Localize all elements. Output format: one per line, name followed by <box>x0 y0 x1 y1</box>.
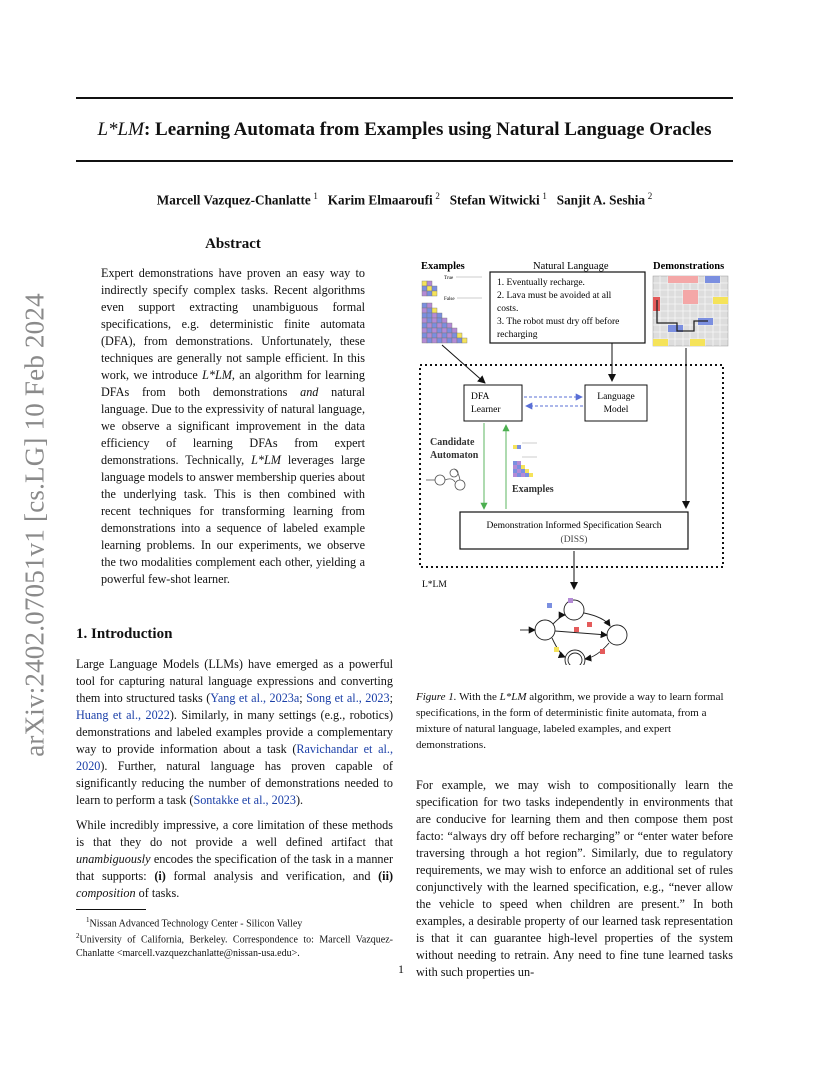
text: formal analysis and verification, and <box>165 869 379 883</box>
author-affiliation: 2 <box>435 191 440 201</box>
citation-link[interactable]: Sontakke et al., 2023 <box>193 793 296 807</box>
text: ; <box>299 691 307 705</box>
dfa-learner-box <box>464 385 522 421</box>
page-number: 1 <box>398 962 404 976</box>
text: ). Further, natural language has proven capable of significantly reducing the number of demonstrations needed to learn to perform a task ( <box>76 759 393 807</box>
candidate-automaton-label-2: Automaton <box>430 450 479 461</box>
figure-1-diagram <box>412 255 734 665</box>
language-model-label: Language <box>597 392 635 402</box>
footnote <box>76 914 393 960</box>
abstract-body <box>101 265 365 588</box>
label-natural-language: Natural Language <box>533 261 609 272</box>
nl-item-3-cont: recharging <box>497 330 538 340</box>
title-rule-bottom <box>76 160 733 162</box>
emphasis: composition <box>76 886 136 900</box>
bold-marker: (ii) <box>378 869 394 883</box>
language-model-label-2: Model <box>603 405 629 415</box>
learned-dfa <box>520 600 627 665</box>
language-model-box <box>585 385 647 421</box>
abstract-text: , an algorithm for learning DFAs from both demonstrations <box>101 368 365 399</box>
abstract-text: Expert demonstrations have proven an easy way to indirectly specify complex tasks. Recent algorithms even support extracting unambiguous formal specifications, e.g. deterministic finite automata (DFA), from demonstrations. Unfortunately, these techniques are generally not sample efficient. In this work, we introduce <box>101 266 365 382</box>
section-heading-introduction: 1. Introduction <box>76 626 173 642</box>
right-column-body <box>416 777 733 989</box>
label-demonstrations: Demonstrations <box>653 261 725 272</box>
abstract-math: L*LM <box>251 453 281 467</box>
abstract-math: L*LM <box>202 368 232 382</box>
author: Karim Elmaaroufi <box>327 192 433 208</box>
abstract-heading: Abstract <box>205 236 261 252</box>
author: Marcell Vazquez-Chanlatte <box>156 192 311 208</box>
inner-examples-label: Examples <box>512 484 554 495</box>
text: encodes the specification of the task in a manner that supports: <box>76 852 393 883</box>
citation-link[interactable]: Song et al., 2023 <box>306 691 390 705</box>
demonstrations-grid <box>653 276 728 346</box>
false-label: False <box>444 297 455 302</box>
diss-label-2: (DISS) <box>560 535 588 545</box>
figure-caption <box>416 689 733 753</box>
dfa-learner-label: DFA <box>471 392 490 402</box>
text: ). Similarly, in many settings (e.g., robotics) demonstrations and labeled examples provide a complementary way to provide information about a task ( <box>76 708 393 756</box>
label-examples: Examples <box>421 261 465 272</box>
title-text: : Learning Automata from Examples using Natural Language Oracles <box>143 119 712 140</box>
footnote-mark: 2 <box>76 932 80 941</box>
citation-link[interactable]: Ravichandar et al., 2020 <box>76 742 393 773</box>
llm-label: L*LM <box>422 580 447 590</box>
author: Stefan Witwicki <box>449 192 540 208</box>
footnote-mark: 1 <box>86 916 90 924</box>
author: Sanjit A. Seshia <box>556 192 646 208</box>
text: Large Language Models (LLMs) have emerged as a powerful tool for capturing natural language expressions and converting them into structured tasks ( <box>76 657 393 705</box>
author-affiliation: 1 <box>542 191 547 201</box>
caption-text: With the <box>456 691 500 703</box>
footnote-affiliation-1: Nissan Advanced Technology Center - Silicon Valley <box>89 918 303 930</box>
nl-item-1: 1. Eventually recharge. <box>497 278 585 288</box>
footnote-rule <box>76 909 146 910</box>
author-affiliation: 1 <box>313 191 318 201</box>
example-traces <box>422 276 482 343</box>
intro-paragraph-1 <box>76 656 393 809</box>
author-list <box>76 191 733 208</box>
title-rule-top <box>76 97 733 99</box>
diss-label: Demonstration Informed Specification Search <box>486 521 662 531</box>
dfa-learner-label-2: Learner <box>471 405 501 415</box>
citation-link[interactable]: Huang et al., 2022 <box>76 708 170 722</box>
paper-title <box>76 119 733 141</box>
caption-label: Figure 1. <box>416 691 457 703</box>
intro-paragraph-2 <box>76 817 393 902</box>
candidate-automaton-sketch <box>426 469 465 490</box>
bold-marker: (i) <box>154 869 166 883</box>
nl-item-2: 2. Lava must be avoided at all <box>497 291 612 301</box>
author-affiliation: 2 <box>647 191 653 201</box>
text: While incredibly impressive, a core limitation of these methods is that they do not provide a well defined artifact that <box>76 818 393 849</box>
emphasis: unambiguously <box>76 852 151 866</box>
caption-text: algorithm, we provide a way to learn formal specifications, in the form of deterministic finite automata, from a mixture of natural language, labeled examples, and expert demonstrations. <box>416 691 724 751</box>
title-math: L*LM <box>97 119 144 140</box>
true-label: True <box>444 276 454 281</box>
nl-item-3: 3. The robot must dry off before <box>497 317 620 327</box>
intro-body <box>76 656 393 910</box>
text: ; <box>389 691 393 705</box>
nl-item-2-cont: costs. <box>497 304 519 314</box>
arxiv-stamp: arXiv:2402.07051v1 [cs.LG] 10 Feb 2024 <box>19 293 50 757</box>
text: of tasks. <box>135 886 180 900</box>
abstract-text: natural language. Due to the expressivity of natural language, we observe a significant improvement in the data efficiency of learning DFAs from expert demonstrations. Technically, <box>101 385 365 467</box>
inner-example-traces <box>513 443 537 477</box>
abstract-text: leverages large language models to answer membership queries about the underlying task. This is then combined with recent techniques for transforming learning from demonstrations into a sequence of labeled example learning problems. In our experiments, we observe the two modalities complement each other, yielding a powerful few-shot learner. <box>101 453 365 586</box>
citation-link[interactable]: Yang et al., 2023a <box>210 691 300 705</box>
candidate-automaton-label: Candidate <box>430 437 475 448</box>
caption-math: L*LM <box>499 691 527 703</box>
abstract-emphasis: and <box>300 385 319 399</box>
footnote-affiliation-2: University of California, Berkeley. Correspondence to: Marcell Vazquez-Chanlatte <marcell.vazquezchanlatte@nissan-usa.edu>. <box>76 934 393 959</box>
right-paragraph: For example, we may wish to compositionally learn the specification for two tasks independently in environments that are conducive for learning them and then compose them post facto: “always dry off before recharging” or “enter water before traversing through a hot region”. Similarly, due to regulatory requirements, we may wish to enforce an additional set of rules conjunctively with the learned specification, e.g., “never allow the vehicle to speed when children are present.” In both examples, a desirable property of our learned task representation is that it can guarantee high-level properties of the system without needing to retrain. Any need to fine tune learned tasks with such properties un- <box>416 778 733 979</box>
text: ). <box>296 793 304 807</box>
